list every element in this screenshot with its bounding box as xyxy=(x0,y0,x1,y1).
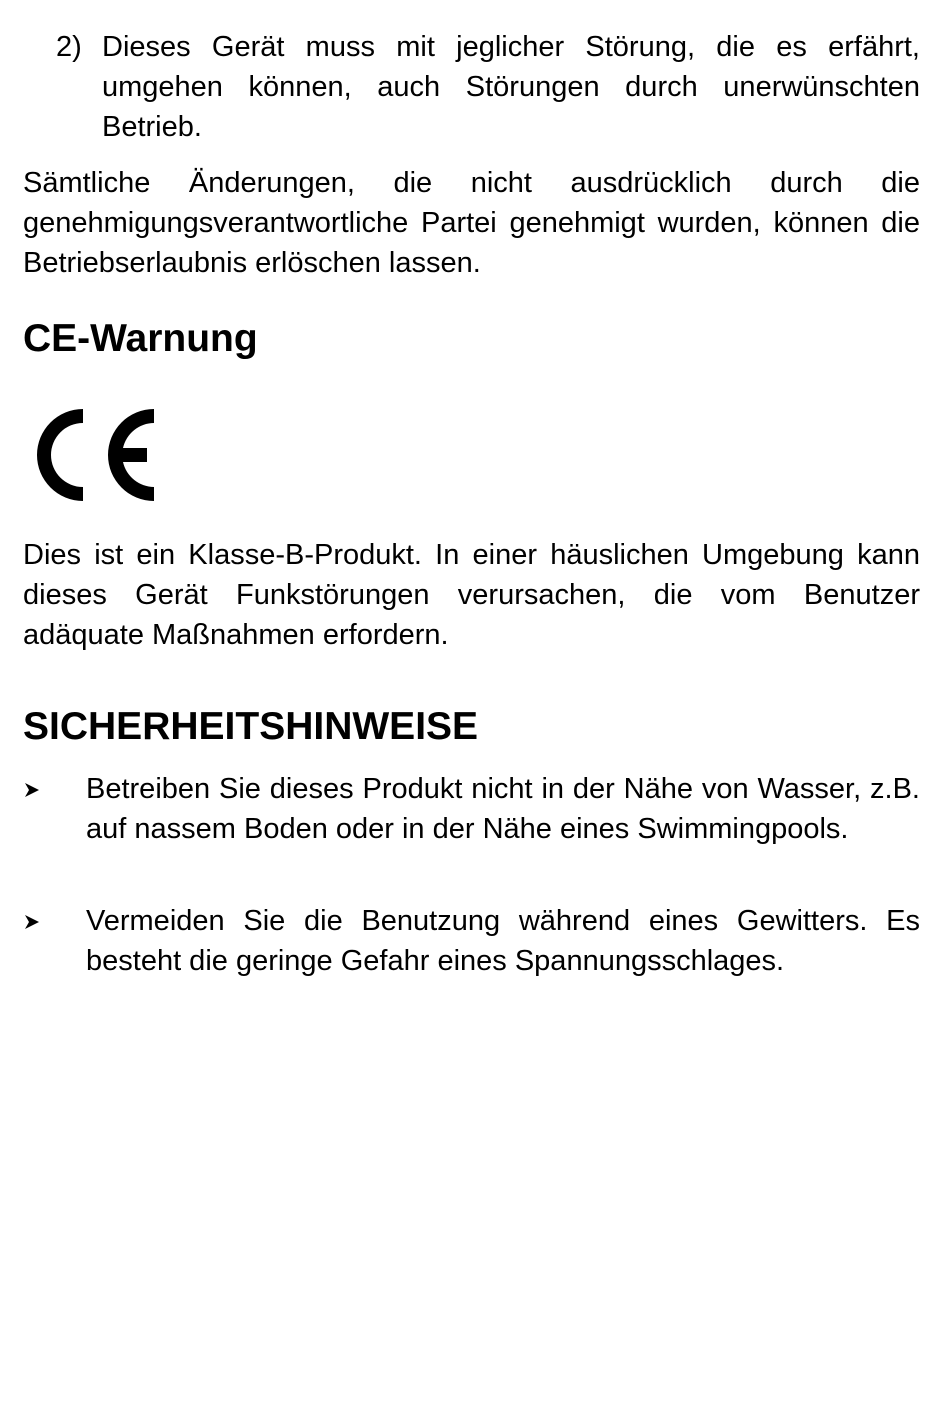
arrowhead-bullet-icon xyxy=(23,781,41,799)
class-b-paragraph: Dies ist ein Klasse-B-Produkt. In einer häuslichen Umgebung kann dieses Gerät Funkstörungen verursachen, die vom Benutzer adäquate Maßnahmen erfordern. xyxy=(23,539,920,651)
safety-heading: SICHERHEITSHINWEISE xyxy=(23,705,479,748)
ce-mark-logo xyxy=(23,405,156,505)
numbered-item xyxy=(23,27,920,147)
list-number: 2) xyxy=(56,31,82,63)
list-item-text: Vermeiden Sie die Benutzung während eines Gewitters. Es besteht die geringe Gefahr eines Spannungsschlages. xyxy=(86,905,920,977)
list-item xyxy=(23,769,920,849)
changes-paragraph: Sämtliche Änderungen, die nicht ausdrücklich durch die genehmigungsverantwortliche Partei genehmigt wurden, können die Betriebserlaubnis erlöschen lassen. xyxy=(23,167,920,279)
list-item xyxy=(23,901,920,981)
ce-warning-heading: CE-Warnung xyxy=(23,317,258,360)
arrowhead-bullet-icon xyxy=(23,913,41,931)
list-item-text: Betreiben Sie dieses Produkt nicht in der Nähe von Wasser, z.B. auf nassem Boden oder in der Nähe eines Swimmingpools. xyxy=(86,773,920,845)
numbered-item-text: Dieses Gerät muss mit jeglicher Störung, die es erfährt, umgehen können, auch Störungen durch unerwünschten Betrieb. xyxy=(102,31,920,143)
